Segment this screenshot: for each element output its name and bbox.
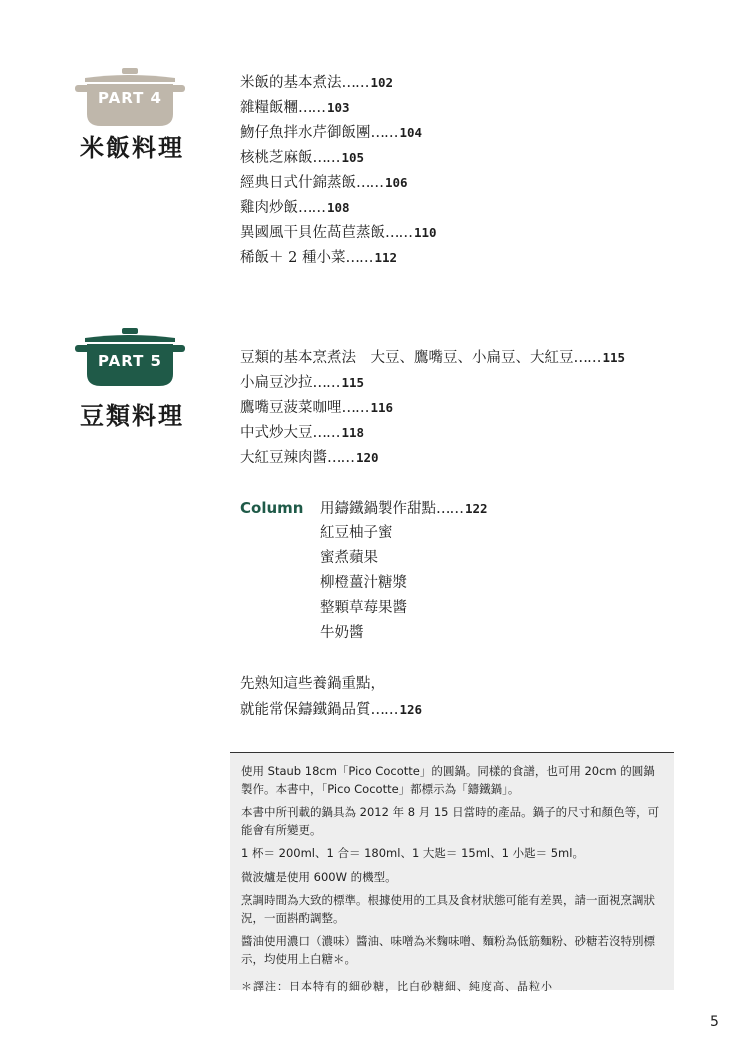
toc-item[interactable]: 小扁豆沙拉…… 115 xyxy=(240,375,365,391)
note-paragraph: 1 杯＝ 200ml、1 合＝ 180ml、1 大匙＝ 15ml、1 小匙＝ 5ml。 xyxy=(241,846,584,860)
page-number: 5 xyxy=(710,1014,719,1030)
notes-box xyxy=(230,752,674,993)
closing-toc xyxy=(240,672,422,722)
toc-item[interactable]: 蜜煮蘋果 xyxy=(320,550,378,566)
toc-item[interactable]: 異國風干貝佐萵苣蒸飯…… 110 xyxy=(240,225,437,241)
toc-item[interactable]: 整顆草莓果醬 xyxy=(320,600,407,616)
toc-item[interactable]: 就能常保鑄鐵鍋品質…… 126 xyxy=(240,702,423,718)
note-paragraph: 醬油使用濃口（濃味）醬油、味噌為米麴味噌、麵粉為低筋麵粉、砂糖若沒特別標示，均使用上白糖＊。 xyxy=(241,934,655,966)
toc-item[interactable]: 鷹嘴豆菠菜咖哩…… 116 xyxy=(240,400,394,416)
toc-item[interactable]: 用鑄鐵鍋製作甜點…… 122 xyxy=(320,501,488,517)
part5-badge-label: PART 5 xyxy=(98,352,162,370)
note-paragraph: 烹調時間為大致的標準。根據使用的工具及食材狀態可能有差異，請一面視烹調狀況，一面斟酌調整。 xyxy=(241,893,655,925)
part5-toc xyxy=(240,345,625,470)
part5-title: 豆類料理 xyxy=(80,402,184,430)
note-paragraph: 本書中所刊載的鍋具為 2012 年 8 月 15 日當時的產品。鍋子的尺寸和顏色等，可能會有所變更。 xyxy=(241,805,660,837)
note-paragraph: 使用 Staub 18cm「Pico Cocotte」的圓鍋。同樣的食譜，也可用 20cm 的圓鍋製作。本書中，「Pico Cocotte」都標示為「鑄鐵鍋」。 xyxy=(241,764,655,796)
translator-footnote: ＊譯注：日本特有的細砂糖，比白砂糖細、純度高、晶粒小 xyxy=(241,980,553,993)
note-paragraph: 微波爐是使用 600W 的機型。 xyxy=(241,869,397,884)
part5-badge xyxy=(75,328,185,388)
toc-item[interactable]: 大紅豆辣肉醬…… 120 xyxy=(240,450,379,466)
toc-item[interactable]: 豆類的基本烹煮法 大豆、鷹嘴豆、小扁豆、大紅豆…… 115 xyxy=(240,350,626,366)
toc-item[interactable]: 雞肉炒飯…… 108 xyxy=(240,200,350,216)
toc-item[interactable]: 中式炒大豆…… 118 xyxy=(240,425,365,441)
toc-item[interactable]: 紅豆柚子蜜 xyxy=(320,525,393,541)
toc-item[interactable]: 米飯的基本煮法…… 102 xyxy=(240,75,394,91)
toc-item[interactable]: 稀飯＋ 2 種小菜…… 112 xyxy=(240,250,398,266)
toc-item[interactable]: 柳橙薑汁糖漿 xyxy=(320,575,407,591)
part4-title: 米飯料理 xyxy=(80,134,184,162)
part4-badge xyxy=(75,68,185,128)
toc-item[interactable]: 經典日式什錦蒸飯…… 106 xyxy=(240,175,408,191)
toc-item[interactable]: 核桃芝麻飯…… 105 xyxy=(240,150,365,166)
closing-line-1: 先熟知這些養鍋重點， xyxy=(240,676,385,692)
part4-toc xyxy=(240,70,437,270)
toc-item[interactable]: 牛奶醬 xyxy=(320,625,364,641)
toc-item[interactable]: 雜糧飯糰…… 103 xyxy=(240,100,350,116)
column-label: Column xyxy=(240,499,304,517)
toc-item[interactable]: 魩仔魚拌水芹御飯團…… 104 xyxy=(240,125,423,141)
part4-badge-label: PART 4 xyxy=(98,89,162,107)
column-toc xyxy=(320,496,488,646)
